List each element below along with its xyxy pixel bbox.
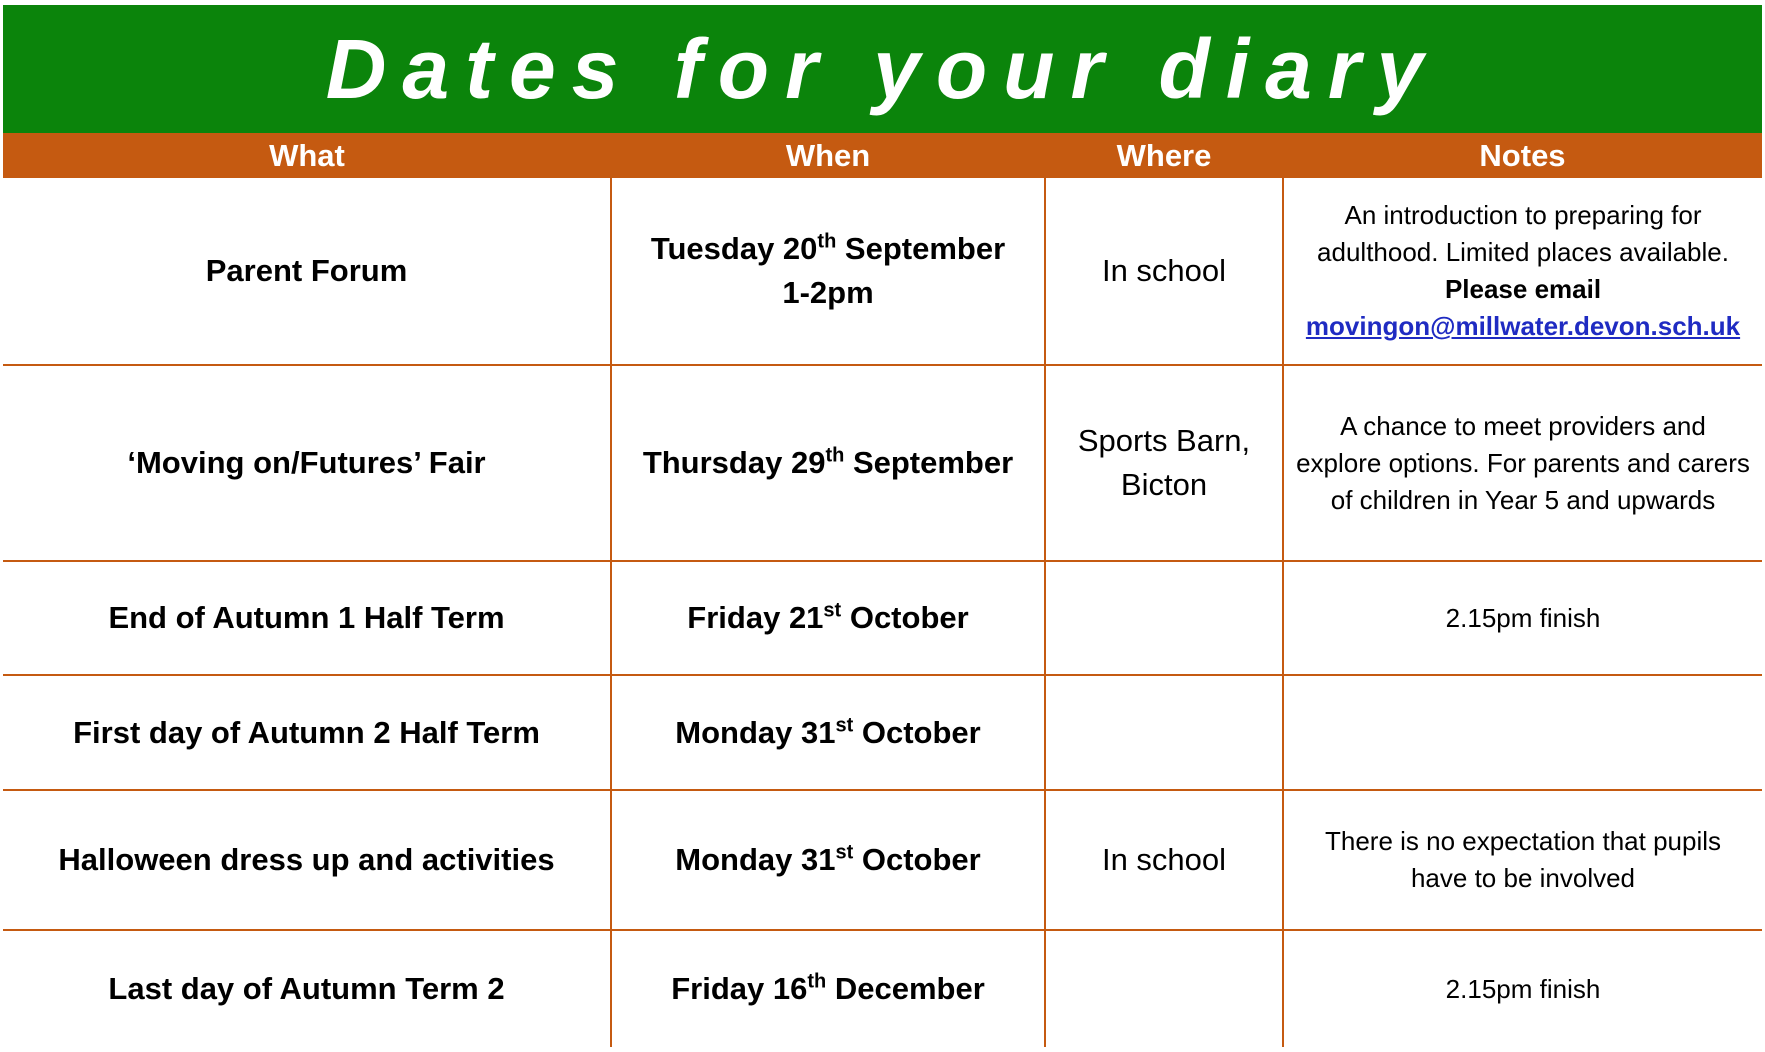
event-notes: 2.15pm finish (1283, 561, 1762, 675)
event-notes: There is no expectation that pupils have to be involved (1283, 790, 1762, 930)
event-notes: An introduction to preparing for adulthood. Limited places available. Please email movingon@millwater.devon.sch.uk (1283, 178, 1762, 365)
table-row (3, 930, 1762, 1047)
event-when: Friday 21st October (611, 561, 1045, 675)
event-where: Sports Barn, Bicton (1045, 365, 1283, 561)
column-header-notes: Notes (1479, 137, 1566, 173)
event-notes: 2.15pm finish (1283, 930, 1762, 1047)
event-what: First day of Autumn 2 Half Term (3, 675, 611, 790)
column-header-what: What (269, 137, 345, 173)
event-notes: A chance to meet providers and explore options. For parents and carers of children in Year 5 and upwards (1283, 365, 1762, 561)
event-when: Friday 16th December (611, 930, 1045, 1047)
event-what: End of Autumn 1 Half Term (3, 561, 611, 675)
page-title: Dates for your diary (325, 22, 1440, 116)
events-table (3, 178, 1762, 1047)
table-row (3, 178, 1762, 365)
event-notes (1283, 675, 1762, 790)
event-date: Tuesday 20th September (650, 230, 1006, 266)
table-row (3, 675, 1762, 790)
event-where: In school (1045, 178, 1283, 365)
event-what: Parent Forum (3, 178, 611, 365)
diary-page (3, 5, 1762, 1049)
event-time: 1-2pm (782, 275, 874, 310)
table-header (3, 133, 1762, 178)
event-what: ‘Moving on/Futures’ Fair (3, 365, 611, 561)
table-row (3, 790, 1762, 930)
event-what: Last day of Autumn Term 2 (3, 930, 611, 1047)
notes-bold-text: Please email (1444, 274, 1602, 304)
event-where (1045, 675, 1283, 790)
table-row (3, 561, 1762, 675)
event-what: Halloween dress up and activities (3, 790, 611, 930)
event-when (611, 178, 1045, 365)
event-when: Thursday 29th September (611, 365, 1045, 561)
column-header-when: When (785, 137, 871, 173)
event-when: Monday 31st October (611, 675, 1045, 790)
event-where: In school (1045, 790, 1283, 930)
table-row (3, 365, 1762, 561)
email-link[interactable]: movingon@millwater.devon.sch.uk (1305, 311, 1741, 341)
title-banner (3, 5, 1762, 133)
event-where (1045, 561, 1283, 675)
event-when: Monday 31st October (611, 790, 1045, 930)
column-header-where: Where (1116, 137, 1212, 173)
event-where (1045, 930, 1283, 1047)
